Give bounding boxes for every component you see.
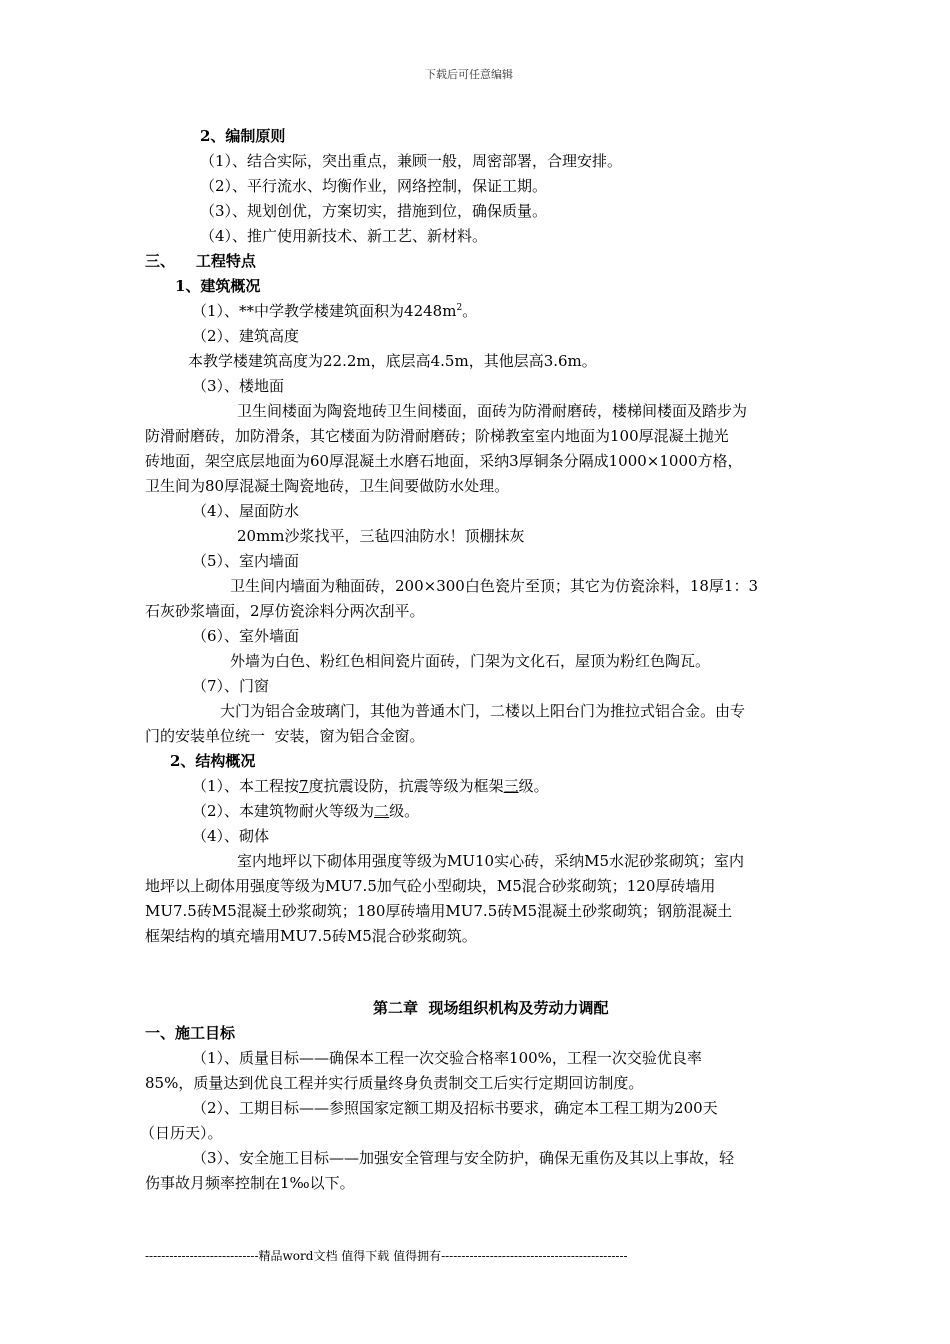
principle-item: （4）、推广使用新技术、新工艺、新材料。 xyxy=(200,227,488,245)
interior-wall-heading: （5）、室内墙面 xyxy=(192,552,300,570)
masonry-line: MU7.5砖M5混凝土砂浆砌筑；180厚砖墙用MU7.5砖M5混凝土砂浆砌筑；钢筋混凝土 xyxy=(145,902,733,920)
safety-goal-line: 伤事故月频率控制在1‰以下。 xyxy=(145,1174,355,1192)
masonry-heading: （4）、砌体 xyxy=(192,827,270,845)
seismic-grade: 三 xyxy=(503,777,519,795)
masonry-line: 室内地坪以下砌体用强度等级为MU10实心砖，采纳M5水泥砂浆砌筑；室内 xyxy=(237,852,744,870)
quality-goal-line: 85%，质量达到优良工程并实行质量终身负责制交工后实行定期回访制度。 xyxy=(145,1074,644,1092)
door-window-line: 大门为铝合金玻璃门，其他为普通木门，二楼以上阳台门为推拉式铝合金。由专 xyxy=(220,702,746,720)
principles-heading: 2、编制原则 xyxy=(200,127,286,145)
door-window-heading: （7）、门窗 xyxy=(192,677,270,695)
masonry-line: 地坪以上砌体用强度等级为MU7.5加气砼小型砌块，M5混合砂浆砌筑；120厚砖墙用 xyxy=(145,877,716,895)
building-area-text: （1）、**中学教学楼建筑面积为4248m xyxy=(192,302,457,320)
floor-paragraph-line: 卫生间为80厚混凝土陶瓷地砖，卫生间要做防水处理。 xyxy=(145,477,510,495)
principle-item: （3）、规划创优，方案切实，措施到位，确保质量。 xyxy=(200,202,548,220)
seismic-text: （1）、本工程按 xyxy=(192,777,300,795)
floor-paragraph-line: 卫生间楼面为陶瓷地砖卫生间楼面，面砖为防滑耐磨砖，楼梯间楼面及踏步为 xyxy=(237,402,748,420)
fire-rating-grade: 二 xyxy=(374,802,390,820)
schedule-goal-line: （2）、工期目标——参照国家定额工期及招标书要求，确定本工程工期为200天 xyxy=(192,1099,718,1117)
arch-overview-heading: 1、建筑概况 xyxy=(175,277,261,295)
fire-rating-text: （2）、本建筑物耐火等级为 xyxy=(192,802,375,820)
schedule-goal-line: （日历天）。 xyxy=(140,1124,223,1142)
principle-item: （1）、结合实际，突出重点，兼顾一般，周密部署，合理安排。 xyxy=(200,152,623,170)
area-superscript: 2 xyxy=(456,303,463,313)
seismic-text: 级。 xyxy=(518,777,549,795)
structure-heading: 2、结构概况 xyxy=(170,752,256,770)
floor-paragraph-line: 防滑耐磨砖，加防滑条，其它楼面为防滑耐磨砖；阶梯教室室内地面为100厚混凝土抛光 xyxy=(145,427,729,445)
building-area-end: 。 xyxy=(462,302,478,320)
page-footer: ----------------------------精品word文档 值得下载 值得拥有---------------------------------------------- xyxy=(145,1249,628,1263)
building-area xyxy=(192,301,477,321)
seismic-line xyxy=(192,776,549,796)
page-header: 下载后可任意编辑 xyxy=(425,68,513,81)
chapter2-title: 第二章 现场组织机构及劳动力调配 xyxy=(373,999,609,1017)
masonry-line: 框架结构的填充墙用MU7.5砖M5混合砂浆砌筑。 xyxy=(145,927,477,945)
fire-rating-text: 级。 xyxy=(389,802,420,820)
roof-heading: （4）、屋面防水 xyxy=(192,502,300,520)
goals-heading: 一、施工目标 xyxy=(145,1024,236,1042)
height-text: 本教学楼建筑高度为22.2m，底层高4.5m，其他层高3.6m。 xyxy=(188,352,597,370)
section3-heading: 三、 工程特点 xyxy=(145,252,256,270)
exterior-wall-heading: （6）、室外墙面 xyxy=(192,627,300,645)
floor-paragraph-line: 砖地面，架空底层地面为60厚混凝土水磨石地面，采纳3厚铜条分隔成1000×1000方格， xyxy=(145,452,743,470)
roof-text: 20mm沙浆找平，三毡四油防水！顶棚抹灰 xyxy=(237,527,525,545)
fire-rating-line xyxy=(192,801,419,821)
interior-wall-line: 石灰砂浆墙面，2厚仿瓷涂料分两次刮平。 xyxy=(145,602,425,620)
quality-goal-line: （1）、质量目标——确保本工程一次交验合格率100%，工程一次交验优良率 xyxy=(192,1049,702,1067)
height-heading: （2）、建筑高度 xyxy=(192,327,300,345)
seismic-intensity: 7 xyxy=(299,777,309,795)
floor-heading: （3）、楼地面 xyxy=(192,377,285,395)
exterior-wall-text: 外墙为白色、粉红色相间瓷片面砖，门架为文化石，屋顶为粉红色陶瓦。 xyxy=(230,652,711,670)
seismic-text: 度抗震设防，抗震等级为框架 xyxy=(308,777,504,795)
safety-goal-line: （3）、安全施工目标——加强安全管理与安全防护，确保无重伤及其以上事故，轻 xyxy=(192,1149,735,1167)
principle-item: （2）、平行流水、均衡作业，网络控制，保证工期。 xyxy=(200,177,548,195)
door-window-line: 门的安装单位统一 安装，窗为铝合金窗。 xyxy=(145,727,425,745)
interior-wall-line: 卫生间内墙面为釉面砖，200×300白色瓷片至顶；其它为仿瓷涂料，18厚1：3 xyxy=(230,577,759,595)
